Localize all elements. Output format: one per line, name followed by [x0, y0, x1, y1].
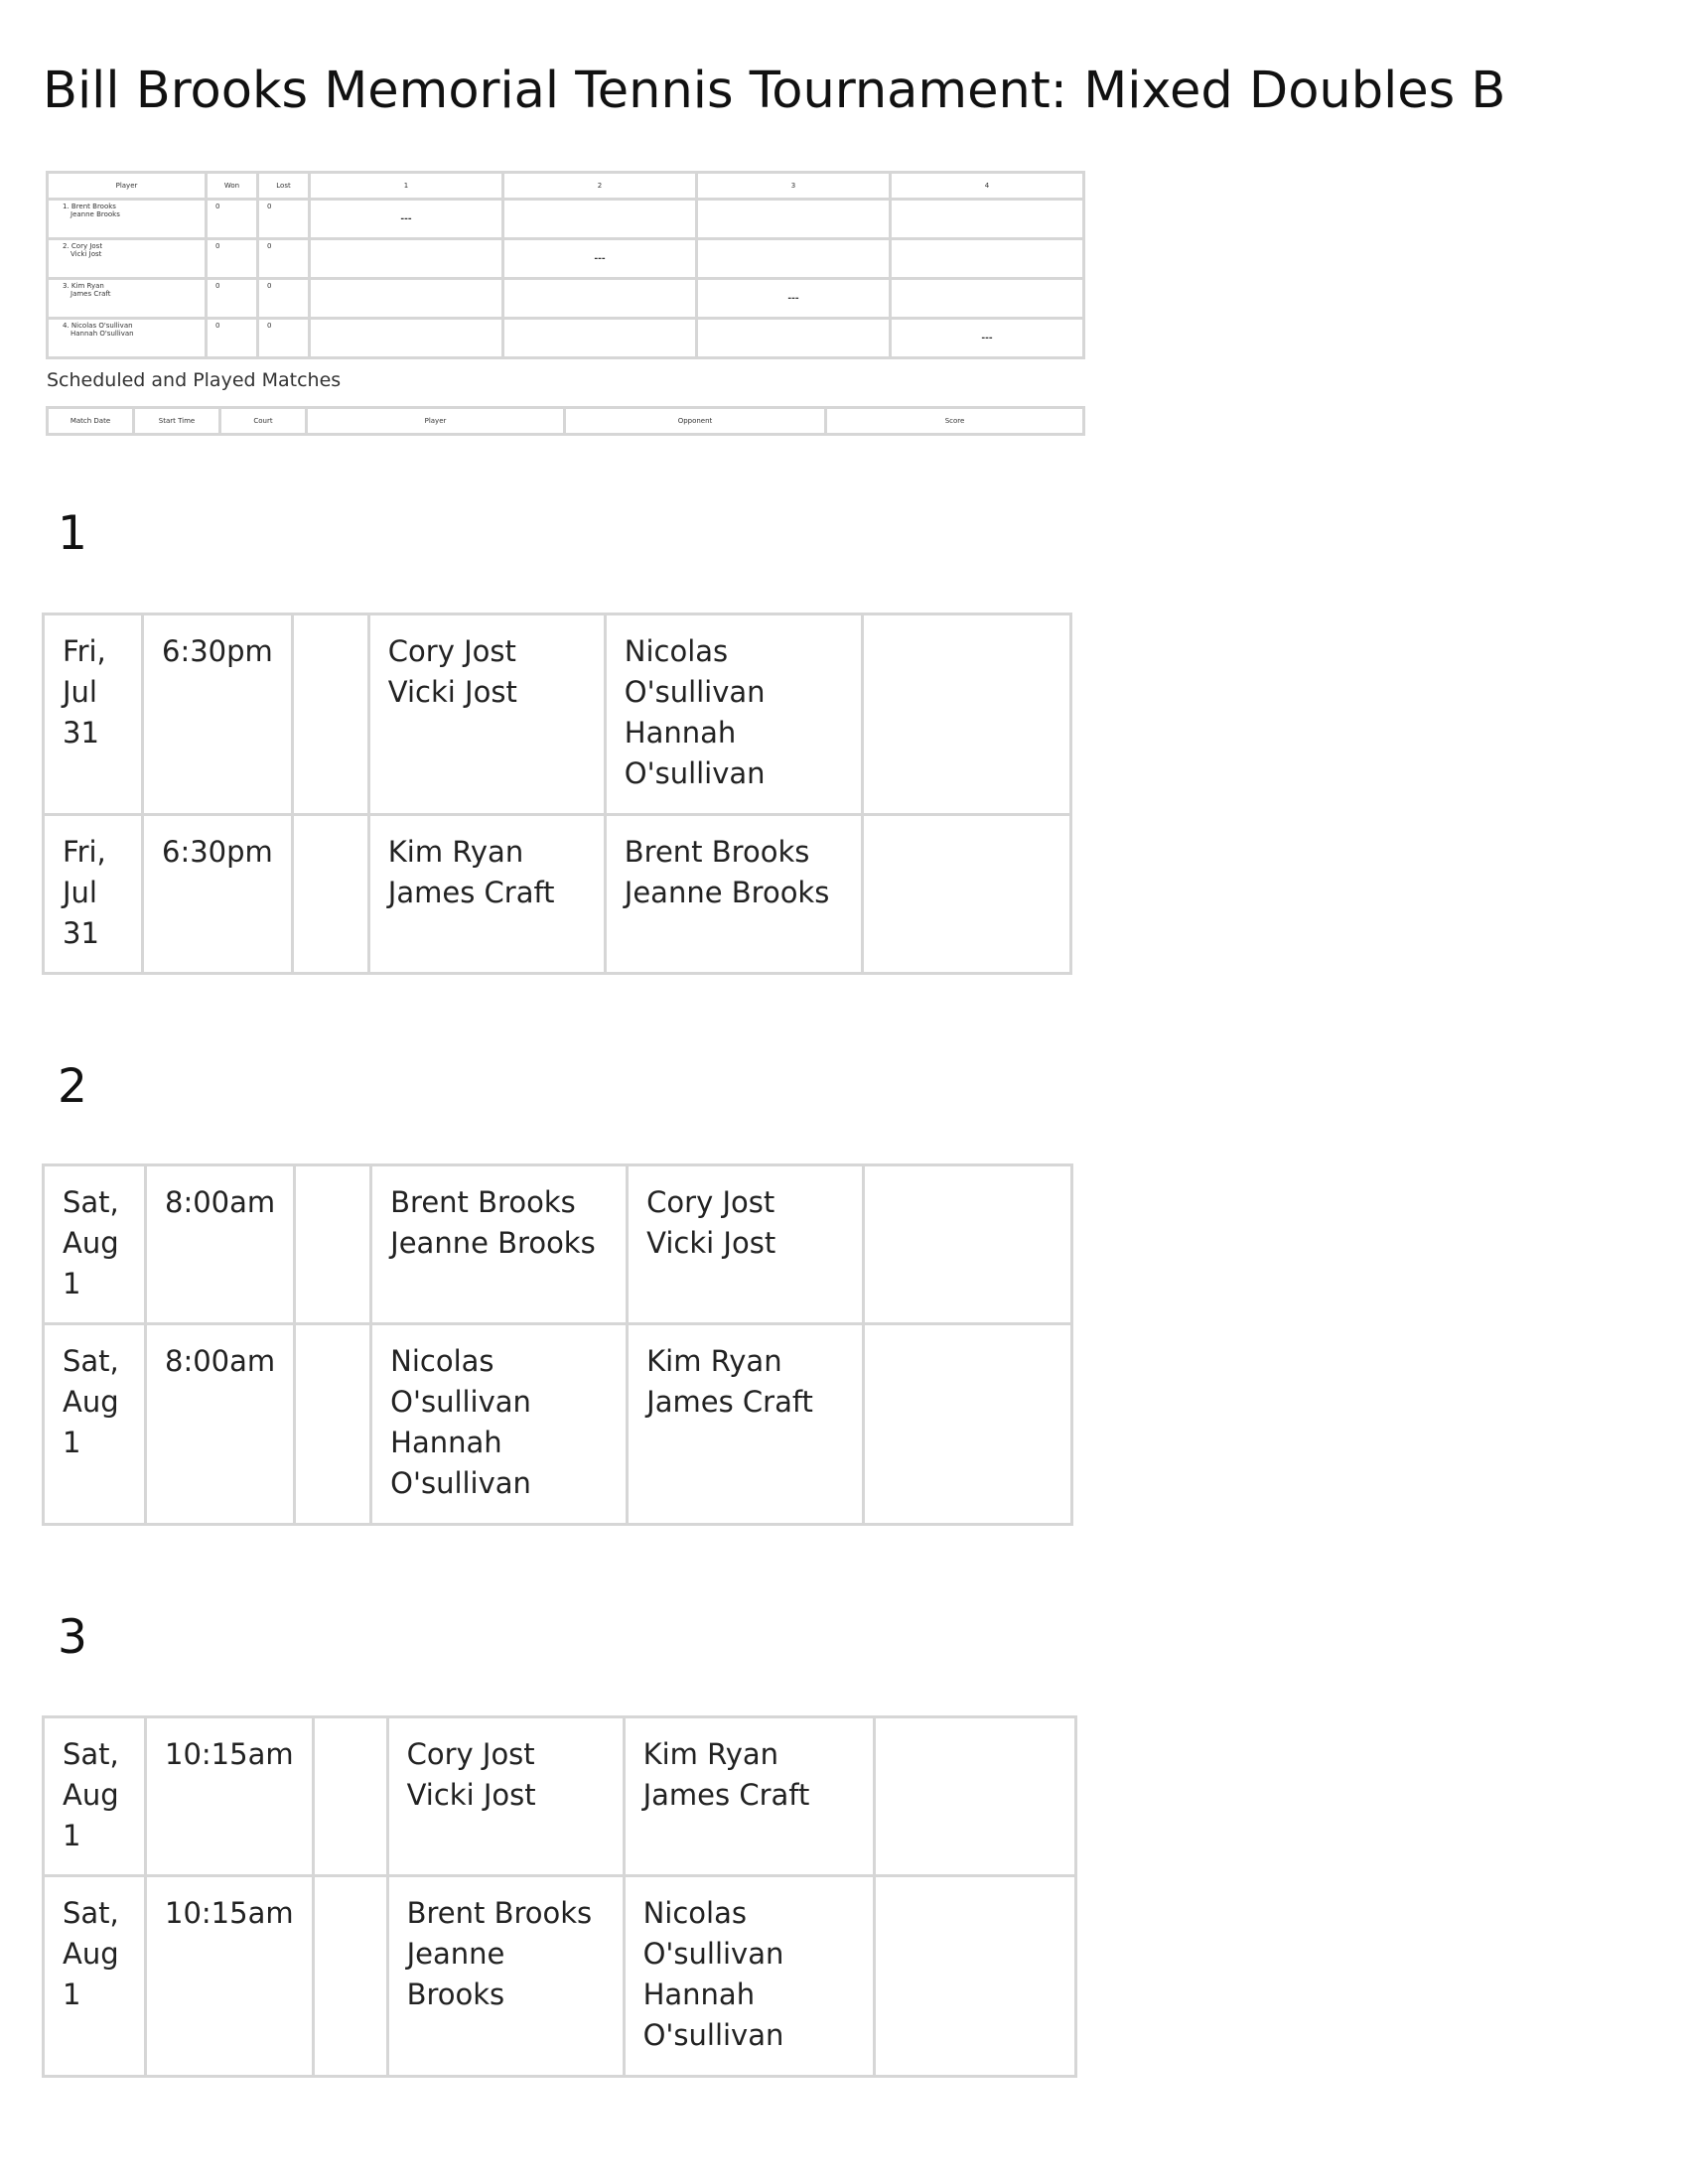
round-table [42, 1163, 1073, 1526]
match-score-cell [874, 1717, 1075, 1876]
match-opponent-line: Jeanne Brooks [624, 876, 830, 909]
match-opponent-cell [624, 1876, 874, 2077]
match-date-line: Sat, [63, 1344, 119, 1378]
match-player-cell [368, 815, 605, 974]
match-opponent-line: Hannah [624, 716, 737, 750]
standings-self-marker: --- [891, 319, 1084, 358]
match-opponent-cell [605, 614, 862, 815]
match-row [44, 1324, 1072, 1525]
match-opponent-line: O'sullivan [642, 1937, 784, 1971]
standings-header-row [48, 173, 1084, 200]
matches-header-player: Player [307, 408, 565, 435]
matches-header-time: Start Time [134, 408, 220, 435]
standings-won-cell: 0 [207, 200, 258, 239]
match-date-cell [44, 1324, 146, 1525]
match-court-cell [295, 1324, 371, 1525]
match-player-cell [371, 1165, 628, 1324]
match-player-line: Kim Ryan [387, 835, 524, 869]
standings-table [46, 171, 1085, 359]
standings-row [48, 239, 1084, 279]
standings-player-name: 3. Kim Ryan [63, 282, 104, 290]
match-date-cell [44, 815, 143, 974]
match-date-cell [44, 1717, 146, 1876]
round-table [42, 613, 1072, 975]
match-time-cell: 8:00am [146, 1324, 295, 1525]
match-opponent-line: Cory Jost [646, 1185, 775, 1219]
round-table [42, 1715, 1077, 2078]
match-player-line: Jeanne Brooks [406, 1937, 505, 2011]
standings-result-cell [503, 279, 697, 319]
match-time-cell: 6:30pm [143, 815, 293, 974]
match-date-line: Sat, [63, 1896, 119, 1930]
match-date-cell [44, 1165, 146, 1324]
page-title: Bill Brooks Memorial Tennis Tournament: Mixed Doubles B [43, 62, 1506, 120]
match-opponent-line: James Craft [646, 1385, 813, 1419]
standings-row [48, 200, 1084, 239]
match-row [44, 1165, 1072, 1324]
standings-result-cell [310, 239, 503, 279]
standings-won-cell: 0 [207, 239, 258, 279]
standings-result-cell [310, 279, 503, 319]
standings-header-1: 1 [310, 173, 503, 200]
standings-result-cell [697, 319, 891, 358]
standings-partner-name: Hannah O'sullivan [70, 330, 134, 338]
match-date-line: Fri, [63, 835, 106, 869]
match-date-line: 1 [63, 1819, 81, 1852]
matches-header-court: Court [220, 408, 307, 435]
match-player-line: Hannah [390, 1426, 502, 1459]
match-date-line: Sat, [63, 1737, 119, 1771]
match-row [44, 614, 1071, 815]
standings-player-name: 4. Nicolas O'sullivan [63, 322, 133, 330]
standings-lost-cell: 0 [258, 319, 310, 358]
match-opponent-cell [624, 1717, 874, 1876]
match-player-cell [387, 1717, 624, 1876]
match-date-line: Jul [63, 876, 97, 909]
standings-row [48, 319, 1084, 358]
match-opponent-line: O'sullivan [642, 2018, 784, 2052]
round-number: 2 [58, 1059, 87, 1114]
matches-header-date: Match Date [48, 408, 134, 435]
match-opponent-cell [628, 1324, 864, 1525]
match-opponent-line: Nicolas [642, 1896, 747, 1930]
match-score-cell [874, 1876, 1075, 2077]
standings-result-cell [503, 200, 697, 239]
match-row [44, 1717, 1076, 1876]
standings-player-cell [48, 279, 207, 319]
standings-row [48, 279, 1084, 319]
match-court-cell [292, 614, 368, 815]
standings-player-name: 1. Brent Brooks [63, 203, 116, 210]
match-player-cell [387, 1876, 624, 2077]
standings-header-4: 4 [891, 173, 1084, 200]
match-player-line: Vicki Jost [387, 675, 517, 709]
match-date-line: 31 [63, 716, 99, 750]
match-date-line: 1 [63, 1426, 81, 1459]
match-date-cell [44, 614, 143, 815]
standings-won-cell: 0 [207, 319, 258, 358]
match-player-line: Brent Brooks [390, 1185, 576, 1219]
match-court-cell [313, 1717, 387, 1876]
matches-header-score: Score [826, 408, 1084, 435]
match-date-line: 1 [63, 1267, 81, 1300]
standings-lost-cell: 0 [258, 200, 310, 239]
standings-player-cell [48, 200, 207, 239]
match-court-cell [313, 1876, 387, 2077]
match-score-cell [862, 614, 1070, 815]
match-opponent-line: Vicki Jost [646, 1226, 776, 1260]
standings-player-cell [48, 239, 207, 279]
match-opponent-cell [605, 815, 862, 974]
match-date-line: Aug [63, 1385, 119, 1419]
standings-result-cell [697, 239, 891, 279]
standings-partner-name: Vicki Jost [70, 250, 102, 258]
matches-header-row [48, 408, 1084, 435]
standings-self-marker: --- [503, 239, 697, 279]
round-number: 3 [58, 1610, 87, 1665]
match-time-cell: 10:15am [146, 1717, 314, 1876]
match-court-cell [292, 815, 368, 974]
standings-self-marker: --- [697, 279, 891, 319]
match-opponent-line: Hannah [642, 1978, 756, 2011]
match-opponent-line: James Craft [642, 1778, 810, 1812]
match-date-line: Aug [63, 1778, 119, 1812]
standings-header-player: Player [48, 173, 207, 200]
standings-partner-name: James Craft [70, 290, 111, 298]
match-time-cell: 10:15am [146, 1876, 314, 2077]
match-date-line: 31 [63, 916, 99, 950]
standings-result-cell [697, 200, 891, 239]
match-player-line: Cory Jost [406, 1737, 535, 1771]
match-player-line: Brent Brooks [406, 1896, 593, 1930]
match-date-line: Fri, [63, 634, 106, 668]
standings-header-3: 3 [697, 173, 891, 200]
match-time-cell: 8:00am [146, 1165, 295, 1324]
match-player-line: Vicki Jost [406, 1778, 536, 1812]
match-opponent-line: Nicolas [624, 634, 729, 668]
standings-player-cell [48, 319, 207, 358]
standings-result-cell [503, 319, 697, 358]
match-player-cell [368, 614, 605, 815]
standings-header-2: 2 [503, 173, 697, 200]
match-score-cell [862, 815, 1070, 974]
match-row [44, 1876, 1076, 2077]
matches-header-table [46, 406, 1085, 436]
match-player-line: O'sullivan [390, 1385, 531, 1419]
standings-header-won: Won [207, 173, 258, 200]
match-opponent-line: O'sullivan [624, 756, 766, 790]
match-row [44, 815, 1071, 974]
standings-won-cell: 0 [207, 279, 258, 319]
match-opponent-line: Brent Brooks [624, 835, 810, 869]
matches-header-opponent: Opponent [565, 408, 826, 435]
standings-result-cell [310, 319, 503, 358]
match-opponent-line: Kim Ryan [642, 1737, 779, 1771]
match-player-line: Cory Jost [387, 634, 516, 668]
match-player-line: James Craft [387, 876, 555, 909]
match-opponent-line: O'sullivan [624, 675, 766, 709]
match-player-cell [371, 1324, 628, 1525]
match-score-cell [864, 1165, 1072, 1324]
standings-player-name: 2. Cory Jost [63, 242, 103, 250]
match-date-cell [44, 1876, 146, 2077]
match-score-cell [864, 1324, 1072, 1525]
match-player-line: Jeanne Brooks [390, 1226, 596, 1260]
standings-partner-name: Jeanne Brooks [70, 210, 120, 218]
match-date-line: Aug [63, 1937, 119, 1971]
standings-lost-cell: 0 [258, 239, 310, 279]
match-date-line: 1 [63, 1978, 81, 2011]
match-date-line: Aug [63, 1226, 119, 1260]
standings-lost-cell: 0 [258, 279, 310, 319]
standings-result-cell [891, 279, 1084, 319]
match-time-cell: 6:30pm [143, 614, 293, 815]
standings-header-lost: Lost [258, 173, 310, 200]
match-opponent-cell [628, 1165, 864, 1324]
match-player-line: O'sullivan [390, 1466, 531, 1500]
match-date-line: Sat, [63, 1185, 119, 1219]
match-date-line: Jul [63, 675, 97, 709]
match-opponent-line: Kim Ryan [646, 1344, 782, 1378]
standings-body [48, 200, 1084, 358]
standings-self-marker: --- [310, 200, 503, 239]
match-player-line: Nicolas [390, 1344, 494, 1378]
standings-result-cell [891, 200, 1084, 239]
match-court-cell [295, 1165, 371, 1324]
matches-heading: Scheduled and Played Matches [47, 369, 342, 391]
round-number: 1 [58, 506, 87, 561]
standings-result-cell [891, 239, 1084, 279]
